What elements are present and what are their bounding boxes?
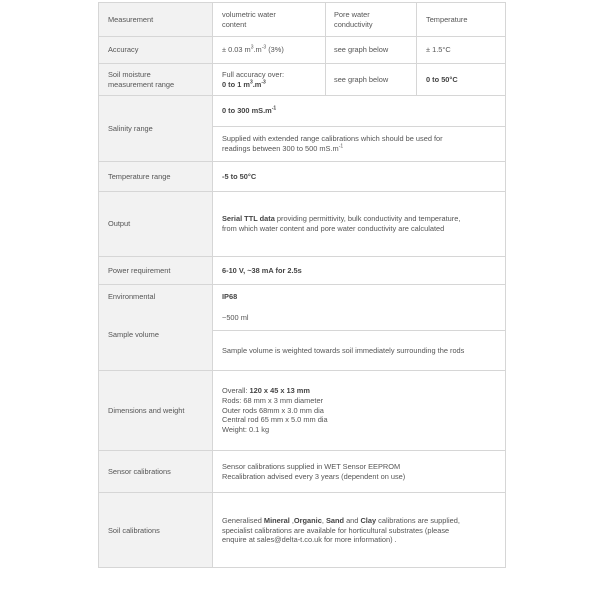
accuracy-temp: ± 1.5°C [426,45,451,54]
accuracy-vwc: ± 0.03 $m^3.m^{-3}$ (3%) [222,44,284,54]
header-temperature: Temperature [426,14,468,24]
sensor-calibrations-value: Sensor calibrations supplied in WET Sensor EEPROM Recalibration advised every 3 years (dependent on use) [222,461,406,481]
salinity-label: Salinity range [108,123,153,133]
moisture-range-temp: 0 to 50°C [426,74,458,84]
power-label: Power requirement [108,265,171,275]
salinity-note: Supplied with extended range calibrations which should be used for readings between 300 to 500 $mS.m^{-1}$ [222,134,443,153]
sample-volume-value: ~500 ml [222,313,249,322]
salinity-value: 0 to 300 $mS.m^{-1}$ [222,105,277,115]
sensor-calibrations-label: Sensor calibrations [108,466,171,476]
temperature-range-value: -5 to 50°C [222,171,257,181]
soil-calibrations-value: Generalised Mineral ,Organic, Sand and Clay calibrations are supplied, specialist calibrations are available for horticultural substrates (please enquire at sales@delta-t.co.uk for more information) . [222,515,460,545]
sample-volume-label: Sample volume [108,330,159,339]
accuracy-pore: see graph below [334,45,389,54]
sample-volume-note: Sample volume is weighted towards soil immediately surrounding the rods [222,345,465,355]
soil-calibrations-label: Soil calibrations [108,525,160,535]
dimensions-value: Overall: 120 x 45 x 13 mm Rods: 68 mm x 3 mm diameter Outer rods 68mm x 3.0 mm dia Central rod 65 mm x 5.0 mm dia Weight: 0.1 kg [222,385,328,435]
moisture-range-vwc: Full accuracy over: 0 to 1 $m^3.m^{-3}$ [222,69,285,89]
moisture-range-label: Soil moisture measurement range [108,69,175,89]
environmental-value: IP68 [222,292,238,301]
temperature-range-label: Temperature range [108,171,171,181]
power-value: 6-10 V, ~38 mA for 2.5s [222,265,302,275]
header-pore-water: Pore water conductivity [334,9,373,29]
output-value: Serial TTL data providing permittivity, bulk conductivity and temperature, from which water content and pore water conductivity are calculated [222,214,461,233]
environmental-label: Environmental [108,292,156,301]
accuracy-label: Accuracy [108,45,139,54]
moisture-range-pore: see graph below [334,74,389,84]
header-vwc: volumetric water content [222,9,276,29]
header-measurement: Measurement [108,14,154,24]
dimensions-label: Dimensions and weight [108,405,185,415]
output-label: Output [108,219,131,228]
